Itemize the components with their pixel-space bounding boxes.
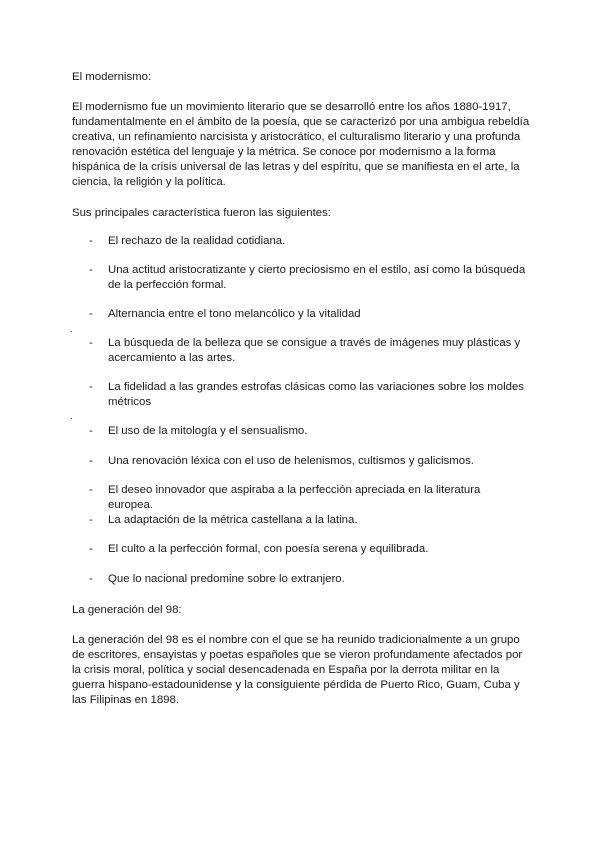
section-title-modernismo: El modernismo: (72, 71, 152, 83)
stray-dot: . (70, 411, 73, 421)
list-item-text: Que lo nacional predomine sobre lo extranjero. (108, 573, 345, 585)
list-item-text: Una actitud aristocratizante y cierto preciosismo en el estilo, así como la búsqueda de la perfección formal. (108, 264, 526, 291)
paragraph-modernismo: El modernismo fue un movimiento literario que se desarrolló entre los años 1880-1917, fundamentalmente en el ámbito de la poesía, que se caracterizó por una ambigua rebeldía creativa, un refinamiento narcisista y aristocrático, el culturalismo literario y una profunda renovación estética del lenguaje y la métrica. Se conoce por modernismo a la forma hispánica de la crisis universal de las letras y del espíritu, que se manifiesta en el arte, la ciencia, la religión y la política. (72, 101, 530, 188)
bullet-dash: - (89, 425, 93, 437)
list-item-text: El deseo innovador que aspiraba a la perfección apreciada en la literatura europea. (108, 484, 481, 511)
list-item-text: La adaptación de la métrica castellana a la latina. (108, 514, 358, 526)
paragraph-generacion-98: La generación del 98 es el nombre con el que se ha reunido tradicionalmente a un grupo de escritores, ensayistas y poetas españoles que se vieron profundamente afectados por la crisis moral, política y social desencadenada en España por la derrota militar en la guerra hispano-estadounidense y la consiguiente pérdida de Puerto Rico, Guam, Cuba y las Filipinas en 1898. (72, 634, 523, 706)
list-item-text: Alternancia entre el tono melancólico y la vitalidad (108, 308, 361, 320)
list-item-text: El culto a la perfección formal, con poesía serena y equilibrada. (108, 543, 429, 555)
list-item-text: La fidelidad a las grandes estrofas clásicas como las variaciones sobre los moldes métricos (108, 381, 524, 408)
bullet-dash: - (89, 381, 93, 393)
bullet-dash: - (89, 484, 93, 496)
bullet-dash: - (89, 543, 93, 555)
section-title-generacion-98: La generación del 98: (72, 604, 182, 616)
bullet-dash: - (89, 573, 93, 585)
list-item-text: Una renovación léxica con el uso de helenismos, cultismos y galicismos. (108, 455, 474, 467)
bullet-dash: - (89, 235, 93, 247)
bullet-dash: - (89, 308, 93, 320)
bullet-dash: - (89, 337, 93, 349)
list-item-text: El uso de la mitología y el sensualismo. (108, 425, 308, 437)
stray-dot: . (70, 324, 73, 334)
bullet-dash: - (89, 514, 93, 526)
bullet-dash: - (89, 264, 93, 276)
characteristics-intro: Sus principales característica fueron las siguientes: (72, 207, 331, 219)
list-item-text: La búsqueda de la belleza que se consigue a través de imágenes muy plásticas y acercamiento a las artes. (108, 337, 521, 364)
list-item-text: El rechazo de la realidad cotidiana. (108, 235, 286, 247)
bullet-dash: - (89, 455, 93, 467)
